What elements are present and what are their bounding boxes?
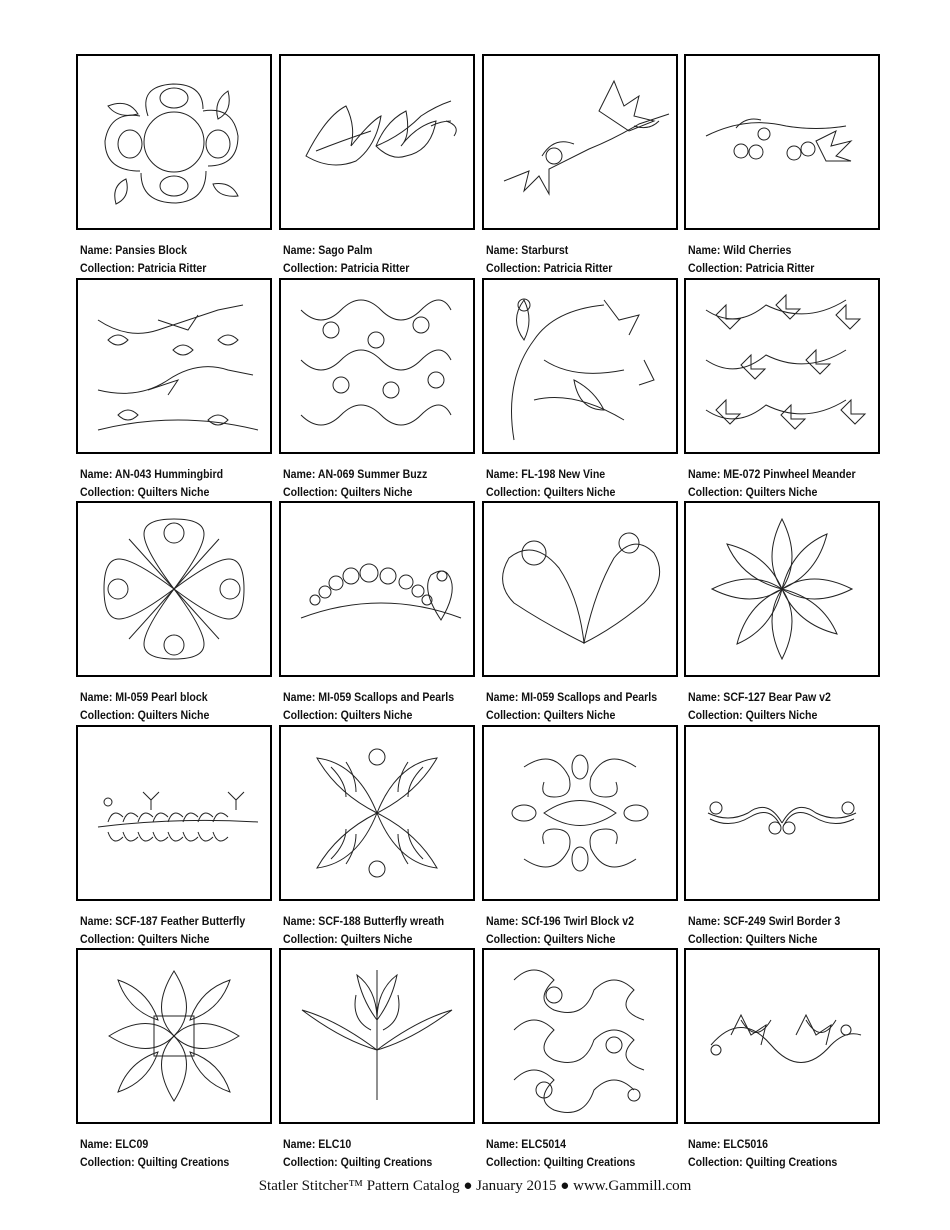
pattern-thumbnail — [279, 501, 475, 677]
pattern-name: Name: ME-072 Pinwheel Meander — [688, 469, 856, 481]
pattern-collection: Collection: Quilters Niche — [486, 709, 616, 722]
pattern-name: Name: AN-043 Hummingbird — [80, 469, 224, 481]
pattern-thumbnail — [684, 501, 880, 677]
pattern-collection: Collection: Quilters Niche — [80, 709, 210, 722]
petals-pattern-icon — [78, 950, 270, 1122]
pattern-collection: Collection: Quilters Niche — [283, 933, 413, 946]
pattern-thumbnail — [684, 278, 880, 454]
pattern-thumbnail — [684, 54, 880, 230]
teardrops-pattern-icon — [484, 503, 676, 675]
pattern-collection: Collection: Quilters Niche — [80, 486, 210, 499]
pattern-label — [283, 690, 454, 725]
pattern-thumbnail — [279, 948, 475, 1124]
pattern-collection: Collection: Patricia Ritter — [283, 262, 410, 275]
pattern-name: Name: Wild Cherries — [688, 245, 792, 257]
pattern-thumbnail — [279, 725, 475, 901]
pattern-name: Name: MI-059 Pearl block — [80, 692, 208, 704]
pattern-collection: Collection: Quilters Niche — [486, 486, 616, 499]
pattern-collection: Collection: Quilters Niche — [688, 486, 818, 499]
pattern-label — [80, 243, 206, 278]
pattern-name: Name: SCF-127 Bear Paw v2 — [688, 692, 831, 704]
pattern-label — [486, 1137, 635, 1172]
pattern-thumbnail — [76, 501, 272, 677]
palm-pattern-icon — [281, 56, 473, 228]
pattern-collection: Collection: Patricia Ritter — [688, 262, 815, 275]
pattern-name: Name: ELC10 — [283, 1139, 352, 1151]
flowers-pattern-icon — [281, 280, 473, 452]
pattern-thumbnail — [279, 278, 475, 454]
pattern-collection: Collection: Quilting Creations — [80, 1156, 230, 1169]
pattern-name: Name: MI-059 Scallops and Pearls — [283, 692, 455, 704]
pattern-name: Name: Starburst — [486, 245, 569, 257]
vine-pattern-icon — [484, 280, 676, 452]
pattern-thumbnail — [76, 725, 272, 901]
pattern-thumbnail — [76, 948, 272, 1124]
pattern-name: Name: AN-069 Summer Buzz — [283, 469, 428, 481]
pattern-thumbnail — [279, 54, 475, 230]
leafborder-pattern-icon — [686, 950, 878, 1122]
pattern-thumbnail — [76, 278, 272, 454]
pattern-thumbnail — [482, 54, 678, 230]
pattern-collection: Collection: Quilting Creations — [283, 1156, 433, 1169]
pattern-name: Name: SCF-188 Butterfly wreath — [283, 916, 445, 928]
pattern-label — [688, 690, 831, 725]
pattern-name: Name: ELC5014 — [486, 1139, 566, 1151]
pattern-collection: Collection: Quilters Niche — [283, 486, 413, 499]
pattern-thumbnail — [482, 725, 678, 901]
swirlborder-pattern-icon — [686, 727, 878, 899]
pinwheels-pattern-icon — [686, 280, 878, 452]
pattern-label — [80, 467, 223, 502]
scallops-pattern-icon — [281, 503, 473, 675]
starburst-pattern-icon — [484, 56, 676, 228]
pattern-label — [688, 467, 856, 502]
bearpaw-pattern-icon — [686, 503, 878, 675]
pattern-collection: Collection: Quilters Niche — [283, 709, 413, 722]
pattern-name: Name: SCf-196 Twirl Block v2 — [486, 916, 634, 928]
pattern-name: Name: MI-059 Scallops and Pearls — [486, 692, 658, 704]
wreath-pattern-icon — [78, 56, 270, 228]
pattern-thumbnail — [684, 948, 880, 1124]
pattern-collection: Collection: Quilters Niche — [688, 933, 818, 946]
pattern-thumbnail — [482, 278, 678, 454]
pattern-name: Name: ELC09 — [80, 1139, 149, 1151]
pattern-collection: Collection: Quilters Niche — [486, 933, 616, 946]
pattern-collection: Collection: Patricia Ritter — [80, 262, 207, 275]
pattern-label — [80, 690, 209, 725]
pattern-name: Name: SCF-249 Swirl Border 3 — [688, 916, 841, 928]
pattern-name: Name: SCF-187 Feather Butterfly — [80, 916, 246, 928]
pattern-label — [283, 243, 409, 278]
pattern-collection: Collection: Patricia Ritter — [486, 262, 613, 275]
pattern-collection: Collection: Quilters Niche — [80, 933, 210, 946]
twirl-pattern-icon — [484, 727, 676, 899]
pattern-label — [80, 914, 245, 949]
pattern-thumbnail — [76, 54, 272, 230]
pattern-name: Name: ELC5016 — [688, 1139, 768, 1151]
hummingbird-pattern-icon — [78, 280, 270, 452]
pattern-thumbnail — [482, 948, 678, 1124]
pattern-collection: Collection: Quilters Niche — [688, 709, 818, 722]
pattern-label — [486, 690, 657, 725]
pattern-collection: Collection: Quilting Creations — [688, 1156, 838, 1169]
pattern-thumbnail — [684, 725, 880, 901]
pattern-label — [688, 243, 814, 278]
meander-pattern-icon — [484, 950, 676, 1122]
pattern-label — [283, 1137, 432, 1172]
pattern-name: Name: FL-198 New Vine — [486, 469, 606, 481]
pattern-label — [486, 243, 612, 278]
catalog-footer: Statler Stitcher™ Pattern Catalog ● January 2015 ● www.Gammill.com — [258, 1178, 692, 1194]
pattern-label — [80, 1137, 229, 1172]
pattern-label — [486, 914, 634, 949]
pattern-thumbnail — [482, 501, 678, 677]
pattern-name: Name: Pansies Block — [80, 245, 188, 257]
cherries-pattern-icon — [686, 56, 878, 228]
pattern-label — [688, 914, 840, 949]
pattern-label — [688, 1137, 837, 1172]
feather-pattern-icon — [78, 727, 270, 899]
pattern-collection: Collection: Quilting Creations — [486, 1156, 636, 1169]
pattern-name: Name: Sago Palm — [283, 245, 373, 257]
pattern-label — [486, 467, 615, 502]
pearlblock-pattern-icon — [78, 503, 270, 675]
pattern-label — [283, 914, 444, 949]
pattern-label — [283, 467, 427, 502]
butterflywreath-pattern-icon — [281, 727, 473, 899]
tulip-pattern-icon — [281, 950, 473, 1122]
